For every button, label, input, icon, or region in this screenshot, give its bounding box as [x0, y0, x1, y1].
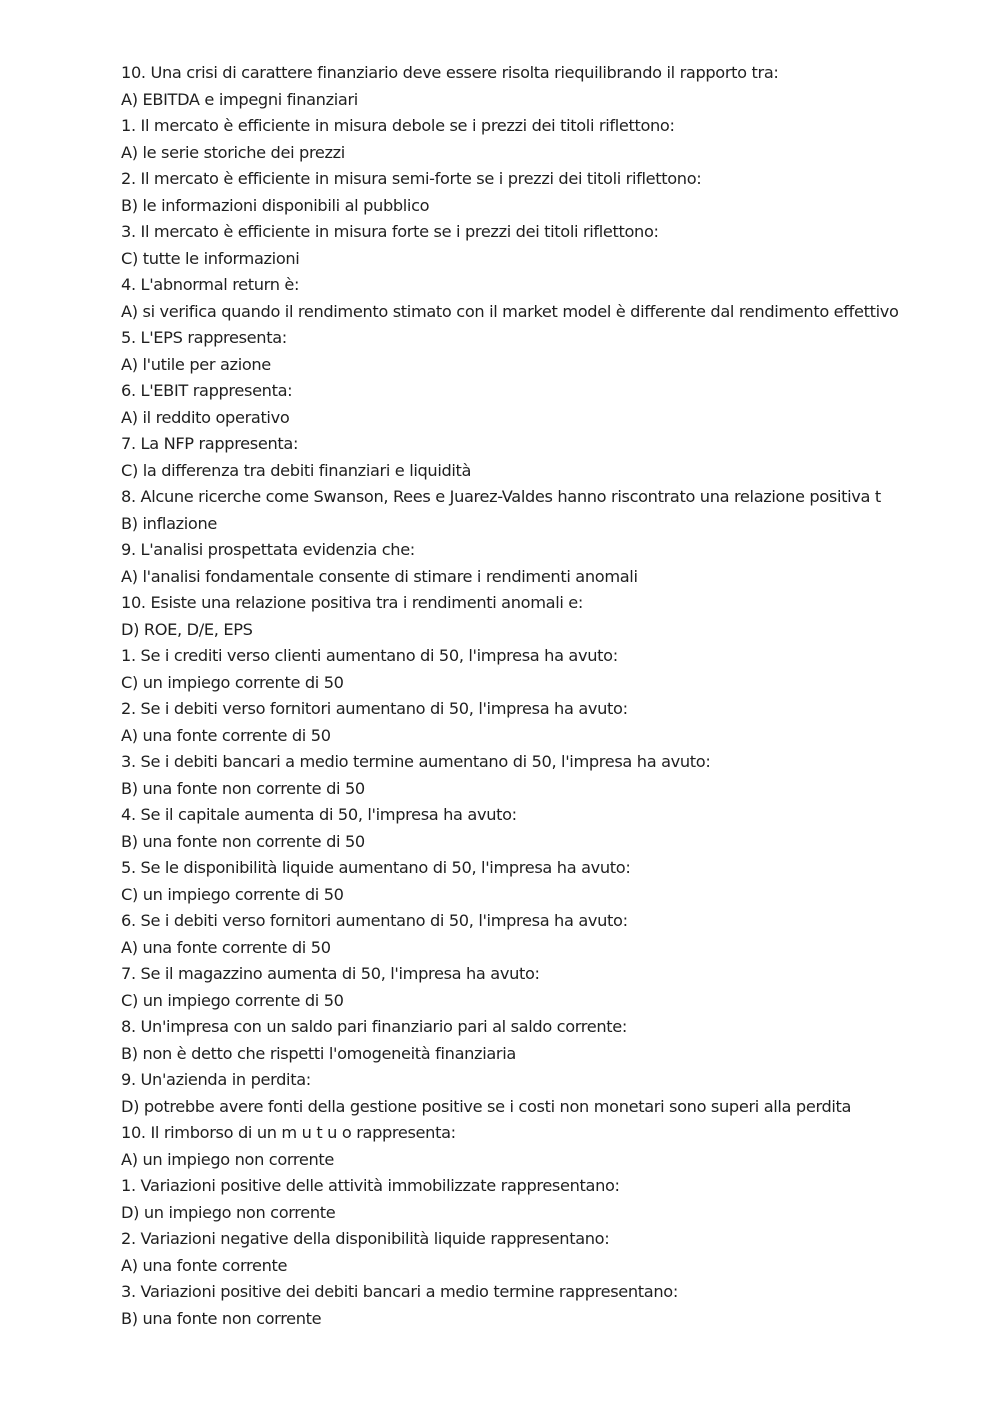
answer-line: C) un impiego corrente di 50 — [121, 884, 344, 904]
question-line: 8. Alcune ricerche come Swanson, Rees e Juarez-Valdes hanno riscontrato una relazione positiva t — [121, 487, 881, 506]
answer-line: D) ROE, D/E, EPS — [121, 619, 253, 639]
question-line: 3. Il mercato è efficiente in misura forte se i prezzi dei titoli riflettono: — [121, 222, 659, 241]
document-text-body — [121, 60, 981, 1332]
question-line: 10. Esiste una relazione positiva tra i rendimenti anomali e: — [121, 593, 584, 612]
answer-line: D) potrebbe avere fonti della gestione positive se i costi non monetari sono superi alla perdita — [121, 1096, 852, 1116]
answer-line: A) l'utile per azione — [121, 354, 271, 374]
question-line: 10. Una crisi di carattere finanziario deve essere risolta riequilibrando il rapporto tra: — [121, 63, 779, 82]
question-line: 3. Se i debiti bancari a medio termine aumentano di 50, l'impresa ha avuto: — [121, 752, 711, 771]
question-line: 6. L'EBIT rappresenta: — [121, 381, 293, 400]
answer-line: B) non è detto che rispetti l'omogeneità finanziaria — [121, 1043, 516, 1063]
question-line: 10. Il rimborso di un m u t u o rappresenta: — [121, 1123, 456, 1142]
question-line: 2. Se i debiti verso fornitori aumentano di 50, l'impresa ha avuto: — [121, 699, 628, 718]
question-line: 8. Un'impresa con un saldo pari finanziario pari al saldo corrente: — [121, 1017, 627, 1036]
answer-line: A) EBITDA e impegni finanziari — [121, 89, 358, 109]
answer-line: C) la differenza tra debiti finanziari e liquidità — [121, 460, 472, 480]
answer-line: A) una fonte corrente di 50 — [121, 725, 331, 745]
answer-line: B) inflazione — [121, 513, 218, 533]
question-line: 1. Il mercato è efficiente in misura debole se i prezzi dei titoli riflettono: — [121, 116, 675, 135]
answer-line: B) una fonte non corrente di 50 — [121, 778, 365, 798]
question-line: 2. Il mercato è efficiente in misura semi-forte se i prezzi dei titoli riflettono: — [121, 169, 702, 188]
answer-line: B) le informazioni disponibili al pubblico — [121, 195, 430, 215]
question-line: 1. Variazioni positive delle attività immobilizzate rappresentano: — [121, 1176, 620, 1195]
answer-line: C) un impiego corrente di 50 — [121, 672, 344, 692]
answer-line: A) le serie storiche dei prezzi — [121, 142, 345, 162]
answer-line: D) un impiego non corrente — [121, 1202, 336, 1222]
answer-line: A) un impiego non corrente — [121, 1149, 334, 1169]
question-line: 6. Se i debiti verso fornitori aumentano di 50, l'impresa ha avuto: — [121, 911, 628, 930]
answer-line: C) tutte le informazioni — [121, 248, 300, 268]
question-line: 7. Se il magazzino aumenta di 50, l'impresa ha avuto: — [121, 964, 540, 983]
question-line: 9. Un'azienda in perdita: — [121, 1070, 311, 1089]
answer-line: A) una fonte corrente di 50 — [121, 937, 331, 957]
answer-line: A) l'analisi fondamentale consente di stimare i rendimenti anomali — [121, 566, 638, 586]
answer-line: B) una fonte non corrente di 50 — [121, 831, 365, 851]
question-line: 7. La NFP rappresenta: — [121, 434, 299, 453]
answer-line: C) un impiego corrente di 50 — [121, 990, 344, 1010]
answer-line: A) il reddito operativo — [121, 407, 290, 427]
question-line: 3. Variazioni positive dei debiti bancari a medio termine rappresentano: — [121, 1282, 678, 1301]
answer-line: A) una fonte corrente — [121, 1255, 288, 1275]
answer-line: B) una fonte non corrente — [121, 1308, 322, 1328]
question-line: 2. Variazioni negative della disponibilità liquide rappresentano: — [121, 1229, 610, 1248]
question-line: 1. Se i crediti verso clienti aumentano di 50, l'impresa ha avuto: — [121, 646, 618, 665]
question-line: 9. L'analisi prospettata evidenzia che: — [121, 540, 415, 559]
question-line: 4. L'abnormal return è: — [121, 275, 300, 294]
question-line: 5. L'EPS rappresenta: — [121, 328, 287, 347]
question-line: 5. Se le disponibilità liquide aumentano di 50, l'impresa ha avuto: — [121, 858, 631, 877]
question-line: 4. Se il capitale aumenta di 50, l'impresa ha avuto: — [121, 805, 517, 824]
answer-line: A) si verifica quando il rendimento stimato con il market model è differente dal rendimento effettivo — [121, 301, 899, 321]
